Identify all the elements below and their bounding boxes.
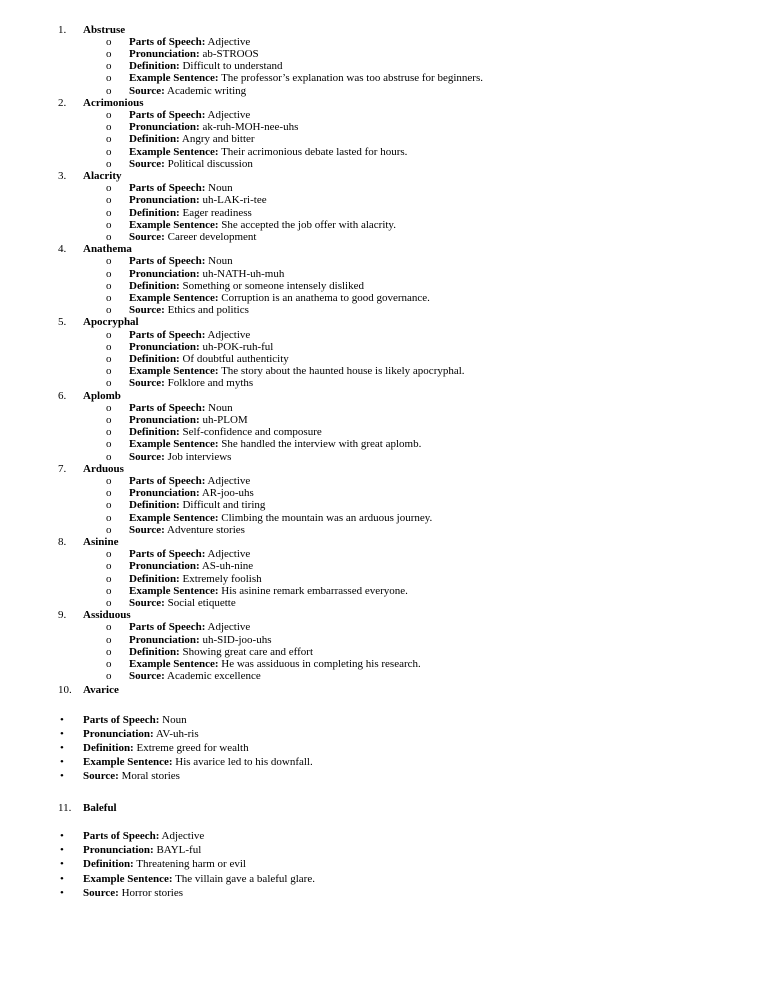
source-text [129, 377, 253, 389]
source-label: Source: [83, 886, 119, 899]
part-of-speech-value: Noun [208, 255, 233, 268]
pronunciation-text [129, 487, 254, 499]
part-of-speech-label: Parts of Speech: [129, 401, 206, 414]
definition-label: Definition: [83, 741, 134, 754]
open-bullet-icon: o [106, 523, 112, 536]
open-bullet-icon: o [106, 352, 112, 365]
pronunciation-label: Pronunciation: [129, 487, 200, 500]
pronunciation-label: Pronunciation: [129, 267, 200, 280]
source-text [83, 887, 183, 899]
open-bullet-icon: o [106, 255, 112, 268]
open-bullet-icon: o [106, 279, 112, 292]
example-sentence-value: Their acrimonious debate lasted for hours. [221, 145, 408, 158]
entry-number: 2. [58, 96, 67, 109]
pronunciation-value: uh-SID-joo-uhs [202, 633, 272, 646]
definition-value: Eager readiness [182, 206, 252, 219]
open-bullet-icon: o [106, 657, 112, 670]
definition-value: Self-confidence and composure [182, 426, 322, 439]
example-sentence-value: His asinine remark embarrassed everyone. [221, 584, 408, 597]
entry-word: Alacrity [83, 169, 122, 182]
example-sentence-text [83, 756, 313, 768]
part-of-speech-text [129, 182, 233, 194]
example-sentence-value: He was assiduous in completing his research. [221, 657, 421, 670]
definition-label: Definition: [129, 133, 180, 146]
entry-number: 5. [58, 316, 67, 329]
source-value: Academic writing [167, 84, 247, 97]
part-of-speech-label: Parts of Speech: [129, 108, 206, 121]
entry-word: Acrimonious [83, 96, 144, 109]
open-bullet-icon: o [106, 145, 112, 158]
definition-text [83, 858, 246, 870]
source-text [129, 158, 253, 170]
pronunciation-text [129, 194, 267, 206]
pronunciation-label: Pronunciation: [129, 194, 200, 207]
filled-bullet-icon: • [60, 872, 64, 885]
pronunciation-label: Pronunciation: [129, 413, 200, 426]
part-of-speech-value: Noun [208, 182, 233, 195]
filled-bullet-icon: • [60, 844, 64, 857]
example-sentence-label: Example Sentence: [129, 511, 219, 524]
open-bullet-icon: o [106, 511, 112, 524]
source-label: Source: [129, 84, 165, 97]
source-value: Adventure stories [167, 523, 245, 536]
definition-label: Definition: [129, 645, 180, 658]
part-of-speech-text [83, 830, 204, 842]
definition-text [129, 207, 252, 219]
example-sentence-label: Example Sentence: [83, 756, 173, 769]
definition-value: Extremely foolish [182, 572, 262, 585]
open-bullet-icon: o [106, 72, 112, 85]
part-of-speech-label: Parts of Speech: [129, 182, 206, 195]
example-sentence-label: Example Sentence: [129, 365, 219, 378]
pronunciation-value: ab-STROOS [202, 47, 259, 60]
entry-word: Aplomb [83, 389, 121, 402]
example-sentence-text [129, 219, 396, 231]
pronunciation-value: ak-ruh-MOH-nee-uhs [202, 121, 299, 134]
pronunciation-text [129, 634, 272, 646]
open-bullet-icon: o [106, 474, 112, 487]
open-bullet-icon: o [106, 645, 112, 658]
source-value: Political discussion [167, 157, 253, 170]
open-bullet-icon: o [106, 548, 112, 561]
example-sentence-label: Example Sentence: [129, 584, 219, 597]
example-sentence-text [129, 658, 421, 670]
definition-text [129, 60, 282, 72]
pronunciation-label: Pronunciation: [129, 47, 200, 60]
entry-number: 9. [58, 609, 67, 622]
entry-word: Apocryphal [83, 316, 139, 329]
open-bullet-icon: o [106, 426, 112, 439]
example-sentence-value: Climbing the mountain was an arduous journey. [221, 511, 433, 524]
definition-value: Threatening harm or evil [136, 858, 246, 871]
open-bullet-icon: o [106, 596, 112, 609]
part-of-speech-label: Parts of Speech: [129, 328, 206, 341]
source-label: Source: [83, 770, 119, 783]
pronunciation-text [83, 844, 201, 856]
entry-word: Assiduous [83, 609, 131, 622]
source-label: Source: [129, 523, 165, 536]
open-bullet-icon: o [106, 499, 112, 512]
part-of-speech-text [129, 475, 250, 487]
example-sentence-label: Example Sentence: [129, 657, 219, 670]
source-value: Ethics and politics [167, 304, 249, 317]
open-bullet-icon: o [106, 182, 112, 195]
source-text [129, 231, 257, 243]
part-of-speech-text [129, 329, 250, 341]
filled-bullet-icon: • [60, 830, 64, 842]
entry-word: Baleful [83, 802, 117, 814]
definition-value: Angry and bitter [181, 133, 255, 146]
example-sentence-value: The professor’s explanation was too abstruse for beginners. [221, 72, 483, 85]
example-sentence-label: Example Sentence: [129, 72, 219, 85]
example-sentence-text [129, 438, 421, 450]
part-of-speech-label: Parts of Speech: [83, 713, 160, 726]
open-bullet-icon: o [106, 340, 112, 353]
part-of-speech-value: Adjective [207, 328, 251, 341]
open-bullet-icon: o [106, 218, 112, 231]
definition-text [129, 646, 313, 658]
open-bullet-icon: o [106, 157, 112, 170]
source-label: Source: [129, 304, 165, 317]
open-bullet-icon: o [106, 413, 112, 426]
entry-word: Abstruse [83, 23, 126, 36]
pronunciation-value: uh-POK-ruh-ful [202, 340, 274, 353]
filled-bullet-icon: • [60, 727, 64, 740]
pronunciation-value: uh-PLOM [202, 413, 248, 426]
part-of-speech-value: Adjective [161, 830, 205, 842]
part-of-speech-text [129, 402, 233, 414]
open-bullet-icon: o [106, 267, 112, 280]
definition-text [129, 573, 262, 585]
pronunciation-value: BAYL-ful [156, 844, 202, 857]
definition-value: Extreme greed for wealth [136, 741, 249, 754]
example-sentence-text [129, 72, 483, 84]
part-of-speech-value: Adjective [207, 621, 251, 634]
entry-word: Avarice [83, 684, 119, 696]
part-of-speech-value: Adjective [207, 474, 251, 487]
source-text [129, 670, 261, 682]
part-of-speech-text [129, 255, 233, 267]
open-bullet-icon: o [106, 450, 112, 463]
definition-label: Definition: [129, 426, 180, 439]
open-bullet-icon: o [106, 84, 112, 97]
example-sentence-text [83, 873, 315, 885]
part-of-speech-label: Parts of Speech: [129, 255, 206, 268]
example-sentence-value: Corruption is an anathema to good governance. [221, 291, 430, 304]
open-bullet-icon: o [106, 35, 112, 48]
entry-number: 7. [58, 462, 67, 475]
open-bullet-icon: o [106, 584, 112, 597]
source-label: Source: [129, 157, 165, 170]
source-label: Source: [129, 670, 165, 683]
pronunciation-value: AV-uh-ris [155, 727, 199, 740]
example-sentence-label: Example Sentence: [129, 291, 219, 304]
part-of-speech-text [129, 548, 250, 560]
pronunciation-text [129, 268, 284, 280]
source-text [129, 85, 246, 97]
pronunciation-value: AR-joo-uhs [201, 487, 254, 500]
entry-number: 8. [58, 535, 67, 548]
open-bullet-icon: o [106, 621, 112, 634]
source-label: Source: [129, 377, 165, 390]
entry-number: 1. [58, 23, 67, 36]
open-bullet-icon: o [106, 47, 112, 60]
example-sentence-text [129, 512, 432, 524]
filled-bullet-icon: • [60, 713, 64, 726]
part-of-speech-value: Noun [208, 401, 233, 414]
open-bullet-icon: o [106, 572, 112, 585]
definition-value: Difficult to understand [182, 60, 283, 73]
pronunciation-text [129, 48, 259, 60]
open-bullet-icon: o [106, 304, 112, 317]
pronunciation-text [83, 728, 199, 740]
part-of-speech-text [129, 621, 250, 633]
open-bullet-icon: o [106, 291, 112, 304]
part-of-speech-value: Adjective [207, 548, 251, 561]
definition-label: Definition: [129, 352, 180, 365]
part-of-speech-text [129, 36, 250, 48]
entry-word: Anathema [83, 243, 132, 256]
open-bullet-icon: o [106, 206, 112, 219]
example-sentence-value: The villain gave a baleful glare. [175, 872, 315, 885]
definition-text [83, 742, 249, 754]
example-sentence-label: Example Sentence: [129, 218, 219, 231]
open-bullet-icon: o [106, 633, 112, 646]
open-bullet-icon: o [106, 438, 112, 451]
open-bullet-icon: o [106, 194, 112, 207]
entry-word: Arduous [83, 462, 124, 475]
definition-label: Definition: [129, 572, 180, 585]
source-label: Source: [129, 230, 165, 243]
source-text [129, 597, 236, 609]
pronunciation-label: Pronunciation: [83, 727, 154, 740]
source-value: Academic excellence [167, 670, 261, 683]
pronunciation-label: Pronunciation: [129, 121, 200, 134]
source-text [129, 304, 249, 316]
definition-label: Definition: [129, 206, 180, 219]
example-sentence-value: She accepted the job offer with alacrity. [221, 218, 396, 231]
definition-text [129, 133, 255, 145]
example-sentence-label: Example Sentence: [83, 872, 173, 885]
definition-label: Definition: [129, 60, 180, 73]
part-of-speech-value: Noun [162, 713, 187, 726]
filled-bullet-icon: • [60, 741, 64, 754]
open-bullet-icon: o [106, 328, 112, 341]
pronunciation-value: uh-NATH-uh-muh [202, 267, 285, 280]
source-value: Moral stories [121, 770, 180, 783]
definition-value: Of doubtful authenticity [182, 352, 289, 365]
pronunciation-label: Pronunciation: [129, 633, 200, 646]
filled-bullet-icon: • [60, 886, 64, 899]
source-value: Horror stories [121, 886, 184, 899]
open-bullet-icon: o [106, 365, 112, 378]
source-value: Folklore and myths [167, 377, 254, 390]
source-label: Source: [129, 450, 165, 463]
example-sentence-value: She handled the interview with great aplomb. [221, 438, 422, 451]
pronunciation-label: Pronunciation: [129, 560, 200, 573]
pronunciation-text [129, 414, 248, 426]
part-of-speech-label: Parts of Speech: [129, 621, 206, 634]
source-value: Career development [167, 230, 257, 243]
pronunciation-label: Pronunciation: [129, 340, 200, 353]
definition-value: Difficult and tiring [182, 499, 266, 512]
definition-value: Something or someone intensely disliked [182, 279, 364, 292]
example-sentence-label: Example Sentence: [129, 145, 219, 158]
part-of-speech-label: Parts of Speech: [129, 548, 206, 561]
open-bullet-icon: o [106, 487, 112, 500]
part-of-speech-value: Adjective [207, 108, 251, 121]
definition-text [129, 353, 289, 365]
open-bullet-icon: o [106, 133, 112, 146]
pronunciation-value: AS-uh-nine [201, 560, 254, 573]
open-bullet-icon: o [106, 670, 112, 683]
example-sentence-text [129, 292, 430, 304]
entry-number: 11. [58, 802, 72, 814]
filled-bullet-icon: • [60, 770, 64, 783]
entry-number: 10. [58, 684, 72, 696]
part-of-speech-value: Adjective [207, 35, 251, 48]
source-text [129, 451, 231, 463]
definition-label: Definition: [129, 279, 180, 292]
definition-text [129, 426, 322, 438]
pronunciation-text [129, 560, 253, 572]
entry-number: 4. [58, 243, 67, 256]
example-sentence-value: The story about the haunted house is likely apocryphal. [221, 365, 465, 378]
open-bullet-icon: o [106, 121, 112, 134]
source-label: Source: [129, 596, 165, 609]
part-of-speech-label: Parts of Speech: [129, 35, 206, 48]
part-of-speech-label: Parts of Speech: [129, 474, 206, 487]
source-value: Social etiquette [167, 596, 236, 609]
example-sentence-text [129, 365, 465, 377]
pronunciation-text [129, 341, 273, 353]
part-of-speech-text [129, 109, 250, 121]
open-bullet-icon: o [106, 401, 112, 414]
pronunciation-text [129, 121, 298, 133]
example-sentence-label: Example Sentence: [129, 438, 219, 451]
pronunciation-value: uh-LAK-ri-tee [202, 194, 267, 207]
definition-label: Definition: [83, 858, 134, 871]
example-sentence-value: His avarice led to his downfall. [175, 756, 313, 769]
pronunciation-label: Pronunciation: [83, 844, 154, 857]
filled-bullet-icon: • [60, 858, 64, 871]
source-value: Job interviews [167, 450, 232, 463]
open-bullet-icon: o [106, 60, 112, 73]
open-bullet-icon: o [106, 377, 112, 390]
open-bullet-icon: o [106, 230, 112, 243]
definition-value: Showing great care and effort [182, 645, 314, 658]
open-bullet-icon: o [106, 108, 112, 121]
entry-number: 3. [58, 169, 67, 182]
definition-text [129, 280, 364, 292]
example-sentence-text [129, 585, 408, 597]
part-of-speech-text [83, 714, 187, 726]
open-bullet-icon: o [106, 560, 112, 573]
entry-word: Asinine [83, 535, 119, 548]
example-sentence-text [129, 146, 407, 158]
source-text [129, 524, 245, 536]
entry-number: 6. [58, 389, 67, 402]
part-of-speech-label: Parts of Speech: [83, 830, 160, 842]
definition-text [129, 499, 265, 511]
source-text [83, 770, 180, 782]
definition-label: Definition: [129, 499, 180, 512]
filled-bullet-icon: • [60, 756, 64, 769]
